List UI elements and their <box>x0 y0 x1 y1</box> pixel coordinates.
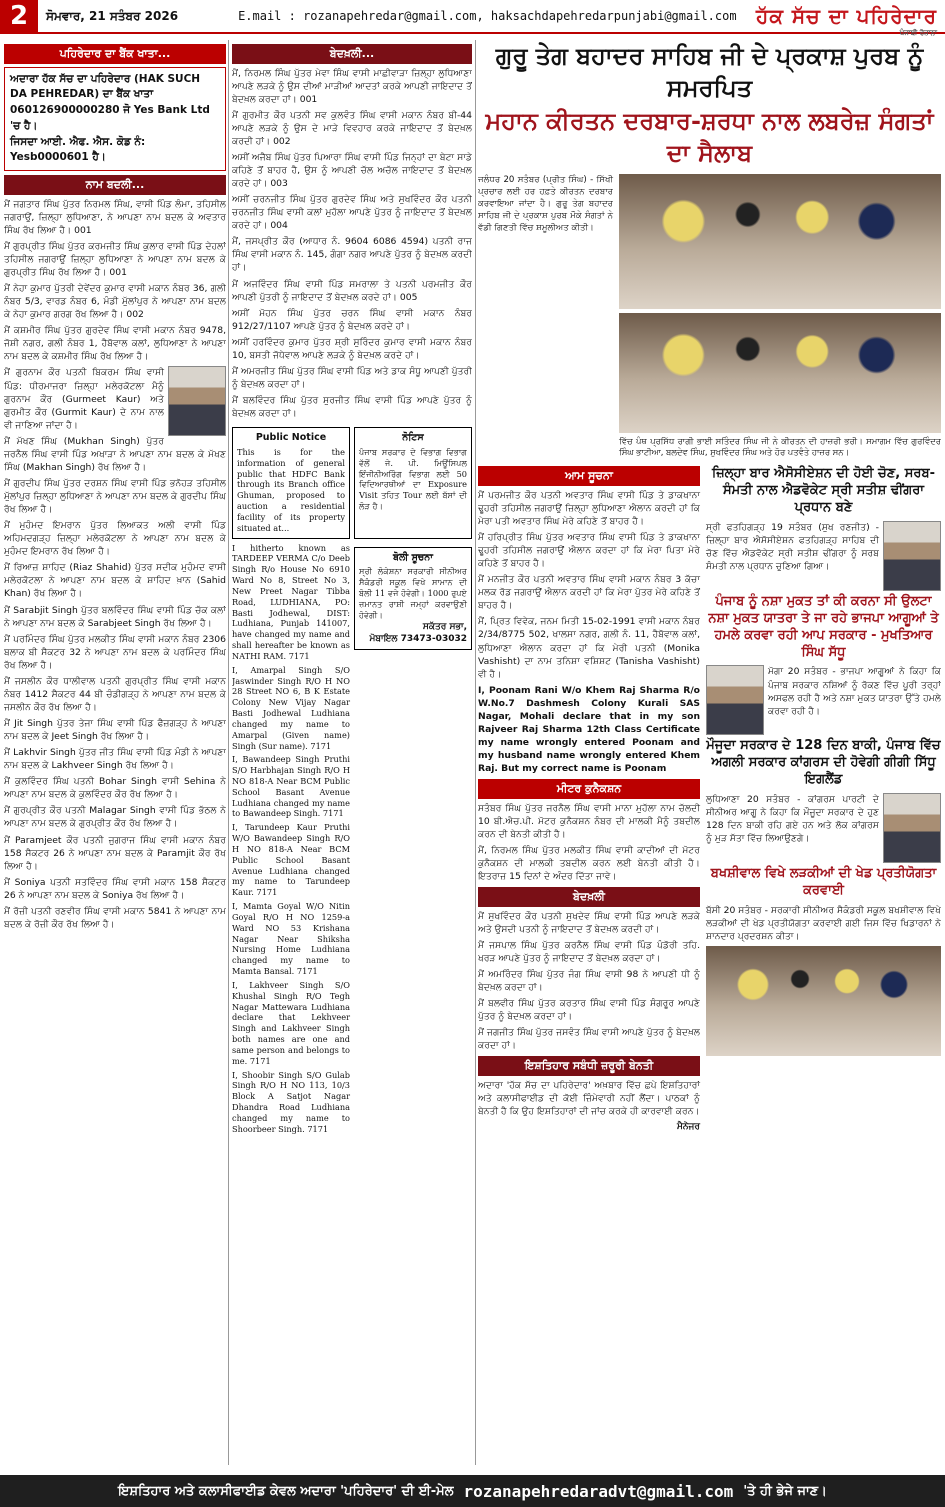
kirtan-photo-2 <box>619 313 941 433</box>
photo-caption: ਵਿੱਚ ਪੰਥ ਪ੍ਰਸਿੱਧ ਰਾਗੀ ਭਾਈ ਸਤਿੰਦਰ ਸਿੰਘ ਜੀ ਨੇ ਕੀਰਤਨ ਦੀ ਹਾਜ਼ਰੀ ਭਰੀ। ਸਮਾਗਮ ਵਿੱਚ ਗੁਰਵਿੰਦਰ ਸਿੰਘ ਭਾਟੀਆ, ਬਲਦੇਵ ਸਿੰਘ, ਸੁਖਵਿੰਦਰ ਸਿੰਘ ਅਤੇ ਹੋਰ ਪਤਵੰਤੇ ਹਾਜ਼ਰ ਸਨ। <box>619 435 941 457</box>
list-item: I, Mamta Goyal W/O Nitin Goyal R/O H NO 1259-a Ward NO 53 Krishana Nagar Near Shiksha Nursing Home Ludhiana changed my name to Mamta Bansal. 7171 <box>232 901 350 977</box>
list-item: ਮੈਂ ਜਗਜੀਤ ਸਿੰਘ ਪੁੱਤਰ ਜਸਵੰਤ ਸਿੰਘ ਵਾਸੀ ਆਪਣੇ ਪੁੱਤਰ ਨੂੰ ਬੇਦਖ਼ਲ ਕਰਦਾ ਹਾਂ। <box>478 1027 700 1052</box>
list-item: ਮੈਂ ਬਲਵੀਰ ਸਿੰਘ ਪੁੱਤਰ ਕਰਤਾਰ ਸਿੰਘ ਵਾਸੀ ਪਿੰਡ ਸੰਗਰੂਰ ਆਪਣੇ ਪੁੱਤਰ ਨੂੰ ਬੇਦਖ਼ਲ ਕਰਦਾ ਹਾਂ। <box>478 998 700 1023</box>
tender-notice <box>354 543 472 1138</box>
list-item: ਮੈਂ Lakhvir Singh ਪੁੱਤਰ ਜੀਤ ਸਿੰਘ ਵਾਸੀ ਪਿੰਡ ਮੰਡੀ ਨੇ ਆਪਣਾ ਨਾਮ ਬਦਲ ਕੇ Lakhveer Singh ਰੱਖ ਲਿਆ ਹੈ। <box>4 747 226 772</box>
list-item: ਮੈਂ ਪਰਮਜੀਤ ਕੌਰ ਪਤਨੀ ਅਵਤਾਰ ਸਿੰਘ ਵਾਸੀ ਪਿੰਡ ਤੇ ਡਾਕਖਾਨਾ ਢੂਹਰੀ ਤਹਿਸੀਲ ਜਗਰਾਉਂ ਜ਼ਿਲ੍ਹਾ ਲੁਧਿਆਣਾ ਐਲਾਨ ਕਰਦੀ ਹਾਂ ਕਿ ਮੇਰਾ ਪਤੀ ਅਵਤਾਰ ਸਿੰਘ ਮੇਰੇ ਕਹਿਣੇ ਤੋਂ ਬਾਹਰ ਹੈ। <box>478 489 700 527</box>
tender-title: ਬੋਲੀ ਸੂਚਨਾ <box>393 551 433 563</box>
list-item: ਮੈਂ ਜਸਪਾਲ ਸਿੰਘ ਪੁੱਤਰ ਕਰਨੈਲ ਸਿੰਘ ਵਾਸੀ ਪਿੰਡ ਪੰਡੋਰੀ ਤਹਿ. ਖਰੜ ਆਪਣੇ ਪੁੱਤਰ ਨੂੰ ਜਾਇਦਾਦ ਤੋਂ ਬੇਦਖ਼ਲ ਕਰਦਾ ਹਾਂ। <box>478 939 700 964</box>
story3-text: ਮੋਗਾ 20 ਸਤੰਬਰ - ਭਾਜਪਾ ਆਗੂਆਂ ਨੇ ਕਿਹਾ ਕਿ ਪੰਜਾਬ ਸਰਕਾਰ ਨਸ਼ਿਆਂ ਨੂੰ ਰੋਕਣ ਵਿੱਚ ਪੂਰੀ ਤਰ੍ਹਾਂ ਅਸਫਲ ਰਹੀ ਹੈ ਅਤੇ ਨਸ਼ਾ ਮੁਕਤ ਯਾਤਰਾ ਉੱਤੇ ਹਮਲੇ ਕਰਵਾ ਰਹੀ ਹੈ। <box>768 666 941 717</box>
column-notices <box>232 40 472 1470</box>
public-notice-text: This is for the information of general public that HDFC Bank through its Branch office Ghuman, proposed to auction a residential facility of its property situated at... <box>237 446 345 533</box>
list-item: ਸਤੰਬਰ ਸਿੰਘ ਪੁੱਤਰ ਜਰਨੈਲ ਸਿੰਘ ਵਾਸੀ ਮਾਨਾ ਮੁਹੱਲਾ ਨਾਮ ਚੱਲਦੀ 10 ਬੀ.ਐਚ.ਪੀ. ਮੋਟਰ ਕੁਨੈਕਸ਼ਨ ਨੰਬਰ ਦੀ ਮਾਲਕੀ ਮੈਨੂੰ ਤਬਦੀਲ ਕਰਨ ਦੀ ਬੇਨਤੀ ਕੀਤੀ ਹੈ। <box>478 802 700 840</box>
list-item: I, Shoobir Singh S/O Gulab Singh R/O H NO 113, 10/3 Block A Satjot Nagar Dhandra Road Ludhiana changed my name to Shoorbeer Singh. 7171 <box>232 1069 350 1134</box>
column-divider <box>228 40 229 1465</box>
noting-title: ਨੋਟਿਸ <box>402 432 424 444</box>
column-news <box>478 40 941 1470</box>
footer-text-right: 'ਤੇ ਹੀ ਭੇਜੇ ਜਾਣ। <box>743 1483 827 1499</box>
list-item: ਮੈਂ, ਪ੍ਰਿਤ ਵਿਵੇਕ, ਜਨਮ ਮਿਤੀ 15-02-1991 ਵਾਸੀ ਮਕਾਨ ਨੰਬਰ 2/34/8775 502, ਖਾਲਸਾ ਨਗਰ, ਗਲੀ ਨੰ. 11, ਹੈਬੋਵਾਲ ਕਲਾਂ, ਲੁਧਿਆਣਾ ਐਲਾਨ ਕਰਦਾ ਹਾਂ ਕਿ ਮੇਰੀ ਪਤਨੀ (Monika Vashisht) ਦਾ ਨਾਮ ਤਨਿਸ਼ਾ ਵਸ਼ਿਸ਼ਟ (Tanisha Vashisht) ਵੀ ਹੈ। <box>478 616 700 680</box>
brand-subtitle: ਪੰਜਾਬੀ ਰੋਜ਼ਾਨਾ <box>899 28 937 37</box>
tender-sign: ਸਕੱਤਰ ਸਭਾ, <box>422 621 467 632</box>
list-item: ਅਸੀਂ ਹਰਵਿੰਦਰ ਕੁਮਾਰ ਪੁੱਤਰ ਸ਼੍ਰੀ ਸੁਰਿੰਦਰ ਕੁਮਾਰ ਵਾਸੀ ਮਕਾਨ ਨੰਬਰ 10, ਬਸਤੀ ਜੋਧੇਵਾਲ ਆਪਣੇ ਲੜਕੇ ਨੂੰ ਬੇਦਖ਼ਲ ਕਰਦੇ ਹਾਂ। <box>232 336 472 361</box>
bank-box <box>4 67 226 172</box>
list-item: ਮੈਂ ਅਜਵਿੰਦਰ ਸਿੰਘ ਵਾਸੀ ਪਿੰਡ ਸਮਰਾਲਾ ਤੇ ਪਤਨੀ ਪਰਮਜੀਤ ਕੌਰ ਆਪਣੀ ਪੁੱਤਰੀ ਨੂੰ ਜਾਇਦਾਦ ਤੋਂ ਬੇਦਖ਼ਲ ਕਰਦੇ ਹਾਂ। 005 <box>232 278 472 303</box>
list-item: ਮੈਂ, ਨਿਰਮਲ ਸਿੰਘ ਪੁੱਤਰ ਮਲਕੀਤ ਸਿੰਘ ਵਾਸੀ ਕਾਦੀਆਂ ਦੀ ਮੋਟਰ ਕੁਨੈਕਸ਼ਨ ਦੀ ਮਾਲਕੀ ਤਬਦੀਲ ਕਰਨ ਲਈ ਬੇਨਤੀ ਕੀਤੀ ਹੈ। ਇਤਰਾਜ਼ 15 ਦਿਨਾਂ ਦੇ ਅੰਦਰ ਦਿੱਤਾ ਜਾਵੇ। <box>478 844 700 883</box>
list-item: I hitherto known as TARDEEP VERMA C/o Deeb Singh R/o House No 6910 Ward No 8, Street No 3, New Preet Nagar Tibba Road, LUDHIANA, PO: Basti Jodhewal, DIST: Ludhiana, Punjab 141007, have changed my name and shall hereafter be known as NATHI RAM. 7171 <box>232 542 350 661</box>
list-item: ਮੈਂ ਅਮਰਜੀਤ ਸਿੰਘ ਪੁੱਤਰ ਸਿੰਘ ਵਾਸੀ ਪਿੰਡ ਅਤੇ ਡਾਕ ਸੰਧੂ ਆਪਣੀ ਪੁੱਤਰੀ ਨੂੰ ਬੇਦਖ਼ਲ ਕਰਦਾ ਹਾਂ। <box>232 365 472 390</box>
sports-photo <box>706 946 941 1056</box>
main-headline-2: ਮਹਾਨ ਕੀਰਤਨ ਦਰਬਾਰ-ਸ਼ਰਧਾ ਨਾਲ ਲਬਰੇਜ਼ ਸੰਗਤਾਂ ਦਾ ਸੈਲਾਬ <box>485 105 934 168</box>
tender-box <box>354 547 472 650</box>
list-item: I, Lakhveer Singh S/O Khushal Singh R/O Tegh Nagar Mattewara Ludhiana declare that Lekhveer Singh and Lakhveer Singh both names are one and same person and belongs to me. 7171 <box>232 979 350 1066</box>
notice-subcolumn <box>478 462 700 1134</box>
main-story-block <box>478 174 941 459</box>
public-notice-title: Public Notice <box>255 432 327 444</box>
story2-text: ਸ੍ਰੀ ਫਤਹਿਗੜ੍ਹ 19 ਸਤੰਬਰ (ਸੁਖ ਰਣਜੀਤ) - ਜ਼ਿਲ੍ਹਾ ਬਾਰ ਐਸੋਸੀਏਸ਼ਨ ਫਤਹਿਗੜ੍ਹ ਸਾਹਿਬ ਦੀ ਚੋਣ ਵਿੱਚ ਐਡਵੋਕੇਟ ਸ੍ਰੀ ਸਤੀਸ਼ ਢੀਂਗਰਾ ਨੂੰ ਸਰਬ ਸੰਮਤੀ ਨਾਲ ਪ੍ਰਧਾਨ ਚੁਣਿਆ ਗਿਆ। <box>706 521 879 573</box>
advocate-photo <box>883 521 941 591</box>
footer-text-left: ਇਸ਼ਤਿਹਾਰ ਅਤੇ ਕਲਾਸੀਫਾਈਡ ਕੇਵਲ ਅਦਾਰਾ 'ਪਹਿਰੇਦਾਰ' ਦੀ ਈ-ਮੇਲ <box>118 1483 454 1499</box>
list-item: ਮੈਂ ਰੋਜ਼ੀ ਪਤਨੀ ਰਣਵੀਰ ਸਿੰਘ ਵਾਸੀ ਮਕਾਨ 5841 ਨੇ ਆਪਣਾ ਨਾਮ ਬਦਲ ਕੇ ਰੋਜ਼ੀ ਕੌਰ ਰੱਖ ਲਿਆ ਹੈ। <box>4 905 226 930</box>
list-item: ਮੈਂ Sarabjit Singh ਪੁੱਤਰ ਬਲਵਿੰਦਰ ਸਿੰਘ ਵਾਸੀ ਪਿੰਡ ਚੱਕ ਕਲਾਂ ਨੇ ਆਪਣਾ ਨਾਮ ਬਦਲ ਕੇ Sarabjeet Singh ਰੱਖ ਲਿਆ ਹੈ। <box>4 604 226 629</box>
header-email: E.mail : rozanapehredar@gmail.com, haksachdapehredarpunjabi@gmail.com <box>238 9 737 23</box>
story3-title: ਪੰਜਾਬ ਨੂੰ ਨਸ਼ਾ ਮੁਕਤ ਤਾਂ ਕੀ ਕਰਨਾ ਸੀ ਉਲਟਾ ਨਸ਼ਾ ਮੁਕਤ ਯਾਤਰਾ ਤੇ ਜਾ ਰਹੇ ਭਾਜਪਾ ਆਗੂਆਂ ਤੇ ਹਮਲੇ ਕਰਵਾ ਰਹੀ ਆਪ ਸਰਕਾਰ - ਮੁਖਤਿਆਰ ਸਿੰਘ ਸੱਧੂ <box>708 593 939 660</box>
name-change-title: ਨਾਮ ਬਦਲੀ... <box>4 175 226 195</box>
page-header <box>0 0 945 37</box>
list-item: ਮੈਂ ਜਗਤਾਰ ਸਿੰਘ ਪੁੱਤਰ ਨਿਰਮਲ ਸਿੰਘ, ਵਾਸੀ ਪਿੰਡ ਲੰਮਾ, ਤਹਿਸੀਲ ਜਗਰਾਉਂ, ਜ਼ਿਲ੍ਹਾ ਲੁਧਿਆਣਾ, ਨੇ ਆਪਣਾ ਨਾਮ ਬਦਲ ਕੇ ਅਵਤਾਰ ਸਿੰਘ ਰੱਖ ਲਿਆ ਹੈ। 001 <box>4 198 226 236</box>
list-item: ਮੈਂ ਜਸਲੀਨ ਕੌਰ ਧਾਲੀਵਾਲ ਪਤਨੀ ਗੁਰਪ੍ਰੀਤ ਸਿੰਘ ਵਾਸੀ ਮਕਾਨ ਨੰਬਰ 1412 ਸੈਕਟਰ 44 ਬੀ ਚੰਡੀਗੜ੍ਹ ਨੇ ਆਪਣਾ ਨਾਮ ਬਦਲ ਕੇ ਜਸਲੀਨ ਕੌਰ ਰੱਖ ਲਿਆ ਹੈ। <box>4 675 226 713</box>
list-item: ਮੈਂ ਗੁਰਮੀਤ ਕੌਰ ਪਤਨੀ ਸਵ ਕੁਲਵੰਤ ਸਿੰਘ ਵਾਸੀ ਮਕਾਨ ਨੰਬਰ ਬੀ-44 ਆਪਣੇ ਲੜਕੇ ਨੂੰ ਉਸ ਦੇ ਮਾੜੇ ਵਿਵਹਾਰ ਕਰਕੇ ਜਾਇਦਾਦ ਤੋਂ ਬੇਦਖ਼ਲ ਕਰਦੀ ਹਾਂ। 002 <box>232 109 472 147</box>
list-item: ਮੈਂ ਬਲਵਿੰਦਰ ਸਿੰਘ ਪੁੱਤਰ ਸੁਰਜੀਤ ਸਿੰਘ ਵਾਸੀ ਪਿੰਡ ਆਪਣੇ ਪੁੱਤਰ ਨੂੰ ਬੇਦਖ਼ਲ ਕਰਦਾ ਹਾਂ। <box>232 395 472 420</box>
list-item: I, Amarpal Singh S/O Jaswinder Singh R/O H NO 28 Street NO 6, B K Estate Colony New Vijay Nagar Basti Jodhewal Ludhiana changed my name to Amarpal (Given name) Singh (Sur name). 7171 <box>232 664 350 751</box>
main-headline-1: ਗੁਰੂ ਤੇਗ ਬਹਾਦਰ ਸਾਹਿਬ ਜੀ ਦੇ ਪ੍ਰਕਾਸ਼ ਪੁਰਬ ਨੂੰ ਸਮਰਪਿਤ <box>495 41 924 103</box>
list-item: ਅਸੀਂ ਚਰਨਜੀਤ ਸਿੰਘ ਪੁੱਤਰ ਗੁਰਦੇਵ ਸਿੰਘ ਅਤੇ ਸੁਖਵਿੰਦਰ ਕੌਰ ਪਤਨੀ ਚਰਨਜੀਤ ਸਿੰਘ ਵਾਸੀ ਕਲਾਂ ਮੁਹੱਲਾ ਆਪਣੇ ਪੁੱਤਰ ਨੂੰ ਜਾਇਦਾਦ ਤੋਂ ਬੇਦਖ਼ਲ ਕਰਦੇ ਹਾਂ। 004 <box>232 194 472 232</box>
noting-text: ਪੰਜਾਬ ਸਰਕਾਰ ਦੇ ਵਿਭਾਗ ਵਿਭਾਗ ਵੱਲੋਂ ਜੇ. ਪੀ. ਮਿਊਂਸਿਪਲ ਇੰਜੀਨੀਅਰਿੰਗ ਵਿਭਾਗ ਲਈ 50 ਵਿਦਿਆਰਥੀਆਂ ਦਾ Exposure Visit ਤਹਿਤ Tour ਲਈ ਬੱਸਾਂ ਦੀ ਲੋੜ ਹੈ। <box>359 446 467 512</box>
list-item: ਮੈਂ ਪਰਮਿੰਦਰ ਸਿੰਘ ਪੁੱਤਰ ਮਲਕੀਤ ਸਿੰਘ ਵਾਸੀ ਮਕਾਨ ਨੰਬਰ 2306 ਬਲਾਕ ਬੀ ਸੈਕਟਰ 32 ਨੇ ਆਪਣਾ ਨਾਮ ਬਦਲ ਕੇ ਪਰਮਿੰਦਰ ਸਿੰਘ ਰੱਖ ਲਿਆ ਹੈ। <box>4 633 226 671</box>
list-item: ਮੈਂ ਸੁਖਵਿੰਦਰ ਕੌਰ ਪਤਨੀ ਸੁਖਦੇਵ ਸਿੰਘ ਵਾਸੀ ਪਿੰਡ ਆਪਣੇ ਲੜਕੇ ਅਤੇ ਉਸਦੀ ਪਤਨੀ ਨੂੰ ਜਾਇਦਾਦ ਤੋਂ ਬੇਦਖ਼ਲ ਕਰਦੀ ਹਾਂ। <box>478 910 700 935</box>
issue-date: ਸੋਮਵਾਰ, 21 ਸਤੰਬਰ 2026 <box>46 8 179 23</box>
list-item: ਮੈਂ, ਜਸਪ੍ਰੀਤ ਕੌਰ (ਆਧਾਰ ਨੰ. 9604 6086 4594) ਪਤਨੀ ਰਾਜ ਸਿੰਘ ਵਾਸੀ ਮਕਾਨ ਨੰ. 145, ਗੰਗਾ ਨਗਰ ਆਪਣੇ ਪੁੱਤਰ ਨੂੰ ਬੇਦਖ਼ਲ ਕਰਦੀ ਹਾਂ। <box>232 236 472 274</box>
list-item: ਮੈਂ ਕਸ਼ਮੀਰ ਸਿੰਘ ਪੁੱਤਰ ਗੁਰਦੇਵ ਸਿੰਘ ਵਾਸੀ ਮਕਾਨ ਨੰਬਰ 9478, ਜੋਸ਼ੀ ਨਗਰ, ਗਲੀ ਨੰਬਰ 1, ਹੈਬੋਵਾਲ ਕਲਾਂ, ਲੁਧਿਆਣਾ ਨੇ ਆਪਣਾ ਨਾਮ ਬਦਲ ਕੇ ਕਸ਼ਮੀਰ ਸਿੰਘ ਰੱਖ ਲਿਆ ਹੈ। <box>4 325 226 363</box>
footer-email: rozanapehredaradvt@gmail.com <box>463 1481 734 1501</box>
notice-title: ਆਮ ਸੂਚਨਾ <box>478 466 700 486</box>
list-item: ਮੈਂ ਗੁਰਪ੍ਰੀਤ ਕੌਰ ਪਤਨੀ Malagar Singh ਵਾਸੀ ਪਿੰਡ ਭੱਠਲ ਨੇ ਆਪਣਾ ਨਾਮ ਬਦਲ ਕੇ ਗੁਰਪ੍ਰੀਤ ਕੌਰ ਰੱਖ ਲਿਆ ਹੈ। <box>4 805 226 830</box>
english-notices <box>232 543 350 1138</box>
list-item: ਅਸੀਂ ਮੋਹਨ ਸਿੰਘ ਪੁੱਤਰ ਚਰਨ ਸਿੰਘ ਵਾਸੀ ਮਕਾਨ ਨੰਬਰ 912/27/1107 ਆਪਣੇ ਪੁੱਤਰ ਨੂੰ ਬੇਦਖ਼ਲ ਕਰਦੇ ਹਾਂ। <box>232 307 472 332</box>
masthead-logo <box>756 4 937 38</box>
public-notice <box>232 427 350 538</box>
list-item: ਮੈਂ ਹਰਿਪ੍ਰੀਤ ਸਿੰਘ ਪੁੱਤਰ ਅਵਤਾਰ ਸਿੰਘ ਵਾਸੀ ਪਿੰਡ ਤੇ ਡਾਕਖਾਨਾ ਢੂਹਰੀ ਤਹਿਸੀਲ ਜਗਰਾਉਂ ਐਲਾਨ ਕਰਦਾ ਹਾਂ ਕਿ ਮੇਰਾ ਪਿਤਾ ਮੇਰੇ ਕਹਿਣੇ ਤੋਂ ਬਾਹਰ ਹੈ। <box>478 532 700 570</box>
story4-title: ਮੌਜੂਦਾ ਸਰਕਾਰ ਦੇ 128 ਦਿਨ ਬਾਕੀ, ਪੰਜਾਬ ਵਿੱਚ ਅਗਲੀ ਸਰਕਾਰ ਕਾਂਗਰਸ ਦੀ ਹੋਵੇਗੀ ਗੀਗੀ ਸਿੱਧੂ ਇਗਲੈਂਡ <box>706 738 941 788</box>
list-item: I, Tarundeep Kaur Pruthi W/O Bawandeep Singh R/O H NO 818-A Near BCM Public School Basant Avenue Ludhiana changed my name to Tarundeep Kaur. 7171 <box>232 822 350 898</box>
kirtan-photo-1 <box>619 174 941 309</box>
ads-text: ਅਦਾਰਾ 'ਹੱਕ ਸੱਚ ਦਾ ਪਹਿਰੇਦਾਰ' ਅਖ਼ਬਾਰ ਵਿੱਚ ਛਪੇ ਇਸ਼ਤਿਹਾਰਾਂ ਅਤੇ ਕਲਾਸੀਫਾਈਡ ਦੀ ਕੋਈ ਜ਼ਿੰਮੇਵਾਰੀ ਨਹੀਂ ਲੈਂਦਾ। ਪਾਠਕਾਂ ਨੂੰ ਬੇਨਤੀ ਹੈ ਕਿ ਉਹ ਇਸ਼ਤਿਹਾਰਾਂ ਦੀ ਜਾਂਚ ਕਰਕੇ ਹੀ ਕਾਰਵਾਈ ਕਰਨ। <box>478 1080 700 1118</box>
list-item: ਮੈਂ ਰਿਆਜ਼ ਸ਼ਾਹਿਦ (Riaz Shahid) ਪੁੱਤਰ ਸਦੀਕ ਮੁਹੰਮਦ ਵਾਸੀ ਮਲੇਰਕੋਟਲਾ ਨੇ ਆਪਣਾ ਨਾਮ ਬਦਲ ਕੇ ਸ਼ਾਹਿਦ ਖ਼ਾਨ (Sahid Khan) ਰੱਖ ਲਿਆ ਹੈ। <box>4 562 226 600</box>
main-story-text: ਜਲੰਧਰ 20 ਸਤੰਬਰ (ਪ੍ਰੀਤ ਸਿੰਘ) - ਸਿੱਖੀ ਪ੍ਰਚਾਰ ਲਈ ਹਰ ਹਫ਼ਤੇ ਕੀਰਤਨ ਦਰਬਾਰ ਕਰਵਾਇਆ ਜਾਂਦਾ ਹੈ। ਗੁਰੂ ਤੇਗ ਬਹਾਦਰ ਸਾਹਿਬ ਜੀ ਦੇ ਪ੍ਰਕਾਸ਼ ਪੁਰਬ ਮੌਕੇ ਸੰਗਤਾਂ ਨੇ ਵੱਡੀ ਗਿਣਤੀ ਵਿੱਚ ਸ਼ਮੂਲੀਅਤ ਕੀਤੀ। <box>478 174 613 234</box>
notice-row <box>232 423 472 542</box>
brand-name: ਹੱਕ ਸੱਚ ਦਾ ਪਹਿਰੇਦਾਰ <box>756 4 937 28</box>
tender-text: ਸ੍ਰੀ ਲੋਕੇਸ਼ਨਾ ਸਰਕਾਰੀ ਸੀਨੀਅਰ ਸੈਕੰਡਰੀ ਸਕੂਲ ਵਿਖੇ ਸਾਮਾਨ ਦੀ ਬੋਲੀ 11 ਵਜੇ ਹੋਵੇਗੀ। 1000 ਰੁਪਏ ਜ਼ਮਾਨਤ ਰਾਸ਼ੀ ਜਮ੍ਹਾਂ ਕਰਵਾਉਣੀ ਹੋਵੇਗੀ। <box>359 566 467 620</box>
ads-title: ਇਸ਼ਤਿਹਾਰ ਸਬੰਧੀ ਜ਼ਰੂਰੀ ਬੇਨਤੀ <box>478 1056 700 1076</box>
bedakhli-title-2: ਬੇਦਖ਼ਲੀ <box>478 887 700 907</box>
lower-news <box>478 462 941 1134</box>
list-item: ਮੈਂ ਮਨਜੀਤ ਕੌਰ ਪਤਨੀ ਅਵਤਾਰ ਸਿੰਘ ਵਾਸੀ ਮਕਾਨ ਨੰਬਰ 3 ਕੱਚਾ ਮਲਕ ਰੋਡ ਜਗਰਾਉਂ ਐਲਾਨ ਕਰਦੀ ਹਾਂ ਕਿ ਮੇਰਾ ਪੁੱਤਰ ਮੇਰੇ ਕਹਿਣੇ ਤੋਂ ਬਾਹਰ ਹੈ। <box>478 574 700 612</box>
stories-subcolumn <box>706 462 941 1134</box>
page-footer <box>0 1475 945 1507</box>
politician-photo <box>883 793 941 863</box>
list-item: ਮੈਂ ਗੁਰਨਾਮ ਕੌਰ ਪਤਨੀ ਬਿਕਰਮ ਸਿੰਘ ਵਾਸੀ ਪਿੰਡ: ਧੀਰਮਾਜਰਾ ਜ਼ਿਲ੍ਹਾ ਮਲੇਰਕੋਟਲਾ ਮੈਨੂੰ ਗੁਰਨਾਮ ਕੌਰ (Gurmeet Kaur) ਅਤੇ ਗੁਰਮੀਤ ਕੌਰ (Gurmit Kaur) ਦੇ ਨਾਮ ਨਾਲ ਵੀ ਜਾਣਿਆ ਜਾਂਦਾ ਹੈ। <box>4 367 164 431</box>
column-divider <box>475 40 476 1465</box>
ads-sign: ਮੈਨੇਜਰ <box>676 1122 700 1133</box>
list-item: ਮੈਂ, ਨਿਰਮਲ ਸਿੰਘ ਪੁੱਤਰ ਮੇਵਾ ਸਿੰਘ ਵਾਸੀ ਮਾਛੀਵਾੜਾ ਜ਼ਿਲ੍ਹਾ ਲੁਧਿਆਣਾ ਆਪਣੇ ਲੜਕੇ ਨੂੰ ਉਸ ਦੀਆਂ ਮਾੜੀਆਂ ਆਦਤਾਂ ਕਰਕੇ ਆਪਣੀ ਜਾਇਦਾਦ ਤੋਂ ਬੇਦਖ਼ਲ ਕਰਦਾ ਹਾਂ। 001 <box>232 67 472 105</box>
leader-photo <box>706 665 764 735</box>
list-item: ਮੈਂ ਗੁਰਪ੍ਰੀਤ ਸਿੰਘ ਪੁੱਤਰ ਕਰਮਜੀਤ ਸਿੰਘ ਕੁਲਾਰ ਵਾਸੀ ਪਿੰਡ ਦੇਹਲਾਂ ਤਹਿਸੀਲ ਜਗਰਾਉਂ ਜ਼ਿਲ੍ਹਾ ਲੁਧਿਆਣਾ ਨੇ ਆਪਣਾ ਨਾਮ ਬਦਲ ਕੇ ਗੁਰਪ੍ਰੀਤ ਸਿੰਘ ਰੱਖ ਲਿਆ ਹੈ। 001 <box>4 240 226 279</box>
list-item: ਮੈਂ ਮੱਖਣ ਸਿੰਘ (Mukhan Singh) ਪੁੱਤਰ ਜਰਨੈਲ ਸਿੰਘ ਵਾਸੀ ਪਿੰਡ ਅਖਾੜਾ ਨੇ ਆਪਣਾ ਨਾਮ ਬਦਲ ਕੇ ਮੱਖਣ ਸਿੰਘ (Makhan Singh) ਰੱਖ ਲਿਆ ਹੈ। <box>4 435 226 473</box>
list-item: ਅਸੀਂ ਅਜੈਬ ਸਿੰਘ ਪੁੱਤਰ ਪਿਆਰਾ ਸਿੰਘ ਵਾਸੀ ਪਿੰਡ ਜਿਨ੍ਹਾਂ ਦਾ ਬੇਟਾ ਸਾਡੇ ਕਹਿਣੇ ਤੋਂ ਬਾਹਰ ਹੈ, ਉਸ ਨੂੰ ਆਪਣੀ ਚੱਲ ਅਚੱਲ ਜਾਇਦਾਦ ਤੋਂ ਬੇਦਖ਼ਲ ਕਰਦੇ ਹਾਂ। 003 <box>232 151 472 190</box>
list-item: ਮੈਂ ਨੇਹਾ ਕੁਮਾਰ ਪੁੱਤਰੀ ਦੇਵੇਂਦਰ ਕੁਮਾਰ ਵਾਸੀ ਮਕਾਨ ਨੰਬਰ 36, ਗਲੀ ਨੰਬਰ 5/3, ਵਾਰਡ ਨੰਬਰ 6, ਮੰਡੀ ਮੁੱਲਾਂਪੁਰ ਨੇ ਆਪਣਾ ਨਾਮ ਬਦਲ ਕੇ ਨੇਹਾ ਕੁਮਾਰ ਗਰਗ ਰੱਖ ਲਿਆ ਹੈ। 002 <box>4 283 226 321</box>
list-item: ਮੈਂ Jit Singh ਪੁੱਤਰ ਤੇਜਾ ਸਿੰਘ ਵਾਸੀ ਪਿੰਡ ਫੈਜ਼ਗੜ੍ਹ ਨੇ ਆਪਣਾ ਨਾਮ ਬਦਲ ਕੇ Jeet Singh ਰੱਖ ਲਿਆ ਹੈ। <box>4 718 226 743</box>
story5-text: ਬੱਸੀ 20 ਸਤੰਬਰ - ਸਰਕਾਰੀ ਸੀਨੀਅਰ ਸੈਕੰਡਰੀ ਸਕੂਲ ਬਖਸ਼ੀਵਾਲ ਵਿਖੇ ਲੜਕੀਆਂ ਦੀ ਖੇਡ ਪ੍ਰਤੀਯੋਗਤਾ ਕਰਵਾਈ ਗਈ ਜਿਸ ਵਿੱਚ ਖਿਡਾਰਨਾਂ ਨੇ ਸ਼ਾਨਦਾਰ ਪ੍ਰਦਰਸ਼ਨ ਕੀਤਾ। <box>706 904 941 943</box>
notice-row-2 <box>232 543 472 1138</box>
photo-group <box>619 174 941 459</box>
list-item: I, Poonam Rani W/o Khem Raj Sharma R/o W.No.7 Dashmesh Colony Kurali SAS Nagar, Mohali declare that in my son Rajveer Raj Sharma 12th Class Certificate my name wrongly entered Poonam and my husband name wrongly entered Khem Raj. But my correct name is Poonam <box>478 684 700 775</box>
list-item: I, Bawandeep Singh Pruthi S/O Harbhajan Singh R/O H NO 818-A Near BCM Public School Basant Avenue Ludhiana changed my name to Bawandeep Singh. 7171 <box>232 754 350 819</box>
story2-title: ਜ਼ਿਲ੍ਹਾ ਬਾਰ ਐਸੋਸੀਏਸ਼ਨ ਦੀ ਹੋਈ ਚੋਣ, ਸਰਬ-ਸੰਮਤੀ ਨਾਲ ਐਡਵੋਕੇਟ ਸ੍ਰੀ ਸਤੀਸ਼ ਢੀਂਗਰਾ ਪ੍ਰਧਾਨ ਬਣੇ <box>712 466 935 516</box>
list-item: ਮੈਂ ਮੁਹੰਮਦ ਇਮਰਾਨ ਪੁੱਤਰ ਲਿਆਕਤ ਅਲੀ ਵਾਸੀ ਪਿੰਡ ਅਹਿਮਦਗੜ੍ਹ ਜ਼ਿਲ੍ਹਾ ਮਲੇਰਕੋਟਲਾ ਨੇ ਆਪਣਾ ਨਾਮ ਬਦਲ ਕੇ ਮੁਹੰਮਦ ਇਮਰਾਨ ਰੱਖ ਲਿਆ ਹੈ। <box>4 520 226 558</box>
bedakhli-title: ਬੇਦਖ਼ਲੀ... <box>232 44 472 64</box>
bank-line: ਜਿਸਦਾ ਆਈ. ਐਫ. ਐਸ. ਕੋਡ ਨੰ: Yesb0000601 ਹੈ। <box>10 135 146 164</box>
list-item: ਮੈਂ ਗੁਰਦੀਪ ਸਿੰਘ ਪੁੱਤਰ ਦਰਸ਼ਨ ਸਿੰਘ ਵਾਸੀ ਪਿੰਡ ਭਨੋਹੜ ਤਹਿਸੀਲ ਮੁੱਲਾਂਪੁਰ ਜ਼ਿਲ੍ਹਾ ਲੁਧਿਆਣਾ ਨੇ ਆਪਣਾ ਨਾਮ ਬਦਲ ਕੇ ਗੁਰਦੀਪ ਸਿੰਘ ਰੱਖ ਲਿਆ ਹੈ। <box>4 477 226 516</box>
portrait-photo <box>168 366 226 436</box>
page-number: 2 <box>0 0 38 33</box>
column-classifieds <box>4 40 226 1470</box>
list-item: ਮੈਂ Soniya ਪਤਨੀ ਸਤਵਿੰਦਰ ਸਿੰਘ ਵਾਸੀ ਮਕਾਨ 158 ਸੈਕਟਰ 26 ਨੇ ਆਪਣਾ ਨਾਮ ਬਦਲ ਕੇ Soniya ਰੱਖ ਲਿਆ ਹੈ। <box>4 876 226 901</box>
connection-title: ਮੀਟਰ ਕੁਨੈਕਸ਼ਨ <box>478 779 700 799</box>
tender-mobile: ਮੋਬਾਇਲ 73473-03032 <box>369 633 467 644</box>
noting-notice <box>354 427 472 538</box>
bank-line: 060126900000280 ਜੋ Yes Bank Ltd 'ਚ ਹੈ। <box>10 104 210 132</box>
name-change-list <box>4 198 226 931</box>
list-item: ਮੈਂ ਕੁਲਵਿੰਦਰ ਸਿੰਘ ਪਤਨੀ Bohar Singh ਵਾਸੀ Sehina ਨੇ ਆਪਣਾ ਨਾਮ ਬਦਲ ਕੇ ਕੁਲਵਿੰਦਰ ਕੌਰ ਰੱਖ ਲਿਆ ਹੈ। <box>4 776 226 801</box>
story5-title: ਬਖਸ਼ੀਵਾਲ ਵਿਖੇ ਲੜਕੀਆਂ ਦੀ ਖੇਡ ਪ੍ਰਤੀਯੋਗਤਾ ਕਰਵਾਈ <box>710 866 937 899</box>
list-item: ਮੈਂ Paramjeet ਕੌਰ ਪਤਨੀ ਜੁਗਰਾਜ ਸਿੰਘ ਵਾਸੀ ਮਕਾਨ ਨੰਬਰ 158 ਸੈਕਟਰ 26 ਨੇ ਆਪਣਾ ਨਾਮ ਬਦਲ ਕੇ Paramjit ਕੌਰ ਰੱਖ ਲਿਆ ਹੈ। <box>4 834 226 872</box>
bank-line: ਅਦਾਰਾ ਹੱਕ ਸੱਚ ਦਾ ਪਹਿਰੇਦਾਰ (HAK SUCH DA PEHREDAR) ਦਾ ਬੈਂਕ ਖਾਤਾ <box>10 72 201 101</box>
bank-title: ਪਹਿਰੇਦਾਰ ਦਾ ਬੈਂਕ ਖਾਤਾ... <box>4 44 226 64</box>
list-item: ਮੈਂ ਅਮਰਿੰਦਰ ਸਿੰਘ ਪੁੱਤਰ ਜੰਗ ਸਿੰਘ ਵਾਸੀ 98 ਨੇ ਆਪਣੀ ਧੀ ਨੂੰ ਬੇਦਖ਼ਲ ਕਰਦਾ ਹਾਂ। <box>478 969 700 994</box>
story4-text: ਲੁਧਿਆਣਾ 20 ਸਤੰਬਰ - ਕਾਂਗਰਸ ਪਾਰਟੀ ਦੇ ਸੀਨੀਅਰ ਆਗੂ ਨੇ ਕਿਹਾ ਕਿ ਮੌਜੂਦਾ ਸਰਕਾਰ ਦੇ ਹੁਣ 128 ਦਿਨ ਬਾਕੀ ਰਹਿ ਗਏ ਹਨ ਅਤੇ ਲੋਕ ਕਾਂਗਰਸ ਨੂੰ ਮੁੜ ਸੱਤਾ ਵਿੱਚ ਲਿਆਉਣਗੇ। <box>706 794 879 845</box>
